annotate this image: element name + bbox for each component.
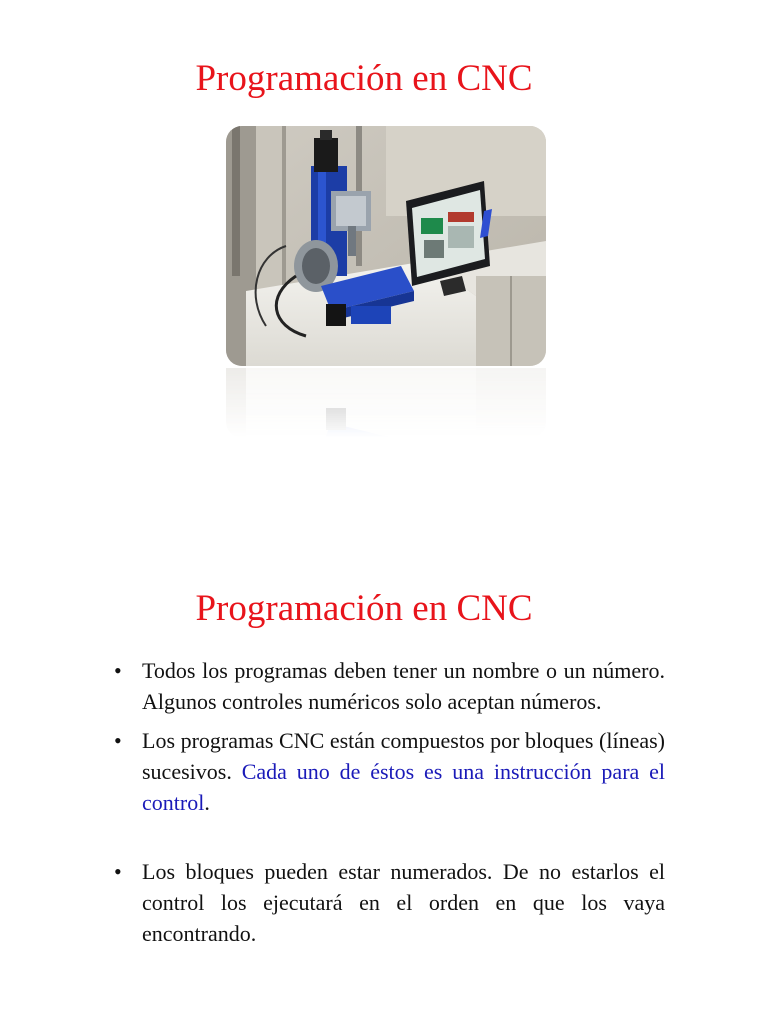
- bullet-list: [110, 655, 665, 957]
- bullet-dot-icon: •: [114, 859, 122, 884]
- bullet-dot-icon: •: [114, 658, 122, 683]
- list-item: [110, 725, 665, 818]
- bullet-text: Los bloques pueden estar numerados. De no estarlos el control los ejecutará en el orden en que los vaya encontrando.: [142, 859, 665, 946]
- slide-2-title: Programación en CNC: [195, 588, 533, 629]
- cnc-machine-photo-reflection: [226, 368, 546, 438]
- list-item: [110, 856, 665, 949]
- bullet-dot-icon: •: [114, 728, 122, 753]
- slide-1-title: Programación en CNC: [195, 58, 533, 99]
- bullet-text-end: .: [204, 790, 210, 815]
- bullet-text: Todos los programas deben tener un nombre o un número. Algunos controles numéricos solo aceptan números.: [142, 658, 665, 714]
- bullet-highlight-text: Cada uno de éstos es una instrucción para el control: [142, 759, 666, 815]
- bullet-text: Los programas CNC están compuestos por bloques (líneas) sucesivos.: [142, 728, 665, 784]
- cnc-machine-photo: [226, 126, 546, 366]
- slide-2: [0, 560, 768, 1024]
- list-item: [110, 655, 665, 717]
